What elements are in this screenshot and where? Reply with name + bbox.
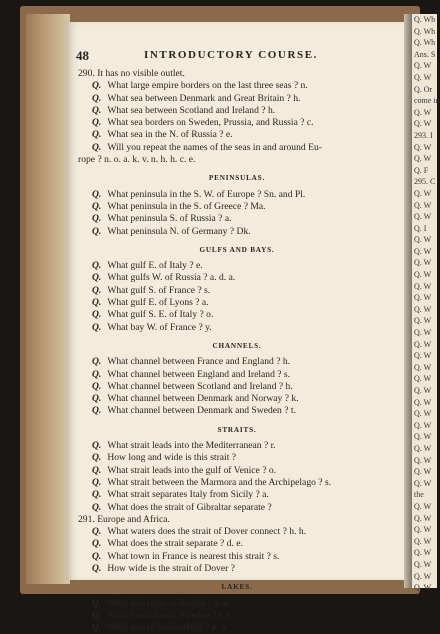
- question-line: [78, 226, 396, 238]
- facing-page-fragment: Q. Wh: [414, 15, 436, 24]
- facing-page-fragment: Q. Wh: [414, 38, 436, 48]
- facing-page-fragment: Q. W: [414, 443, 432, 453]
- text-line: [78, 68, 396, 80]
- line-text: What strait leads into the Mediterranean ? r.: [107, 440, 276, 452]
- question-marker: Q.: [92, 526, 102, 538]
- facing-page-fragment: Q. W: [414, 397, 432, 407]
- question-line: [78, 622, 396, 634]
- line-text: Will you repeat the names of the seas in and around Eu-: [107, 141, 322, 153]
- line-text: What does the strait separate ? d. e.: [107, 538, 243, 550]
- question-line: [78, 129, 396, 141]
- facing-page-fragment: Q. W: [414, 154, 432, 164]
- facing-page-fragment: Q. W: [414, 478, 432, 488]
- facing-page-fragment: Ans. S: [414, 49, 436, 59]
- question-line: [78, 610, 396, 622]
- facing-page-fragment: Q. W: [414, 72, 432, 82]
- question-line: [78, 538, 396, 550]
- line-text: What gulf E. of Lyons ? a.: [107, 297, 209, 309]
- section-heading: CHANNELS.: [212, 341, 262, 350]
- book-gutter: [404, 14, 412, 588]
- line-text: What two in Switzerland ? e. a.: [107, 622, 228, 634]
- line-text: What gulf E. of Italy ? e.: [107, 260, 203, 272]
- line-text: What channel between Scotland and Ireland ? h.: [107, 380, 293, 392]
- question-line: [78, 526, 396, 538]
- question-line: [78, 489, 396, 501]
- line-text: What peninsula in the S. W. of Europe ? Sn. and Pl.: [107, 188, 306, 200]
- question-line: [78, 465, 396, 477]
- question-line: [78, 201, 396, 213]
- question-marker: Q.: [92, 117, 102, 129]
- question-marker: Q.: [92, 284, 102, 296]
- question-line: [78, 322, 396, 334]
- line-text: What large empire borders on the last three seas ? n.: [107, 80, 308, 92]
- facing-page-fragment: Q. W: [414, 281, 432, 291]
- facing-page-fragment: Q. W: [414, 374, 432, 384]
- question-marker: Q.: [92, 393, 102, 405]
- question-marker: Q.: [92, 609, 102, 621]
- facing-page-fragment: Q. W: [414, 328, 432, 338]
- question-marker: Q.: [92, 405, 102, 417]
- facing-page-fragment: Q. W: [414, 386, 432, 395]
- question-marker: Q.: [92, 260, 102, 272]
- facing-page-fragment: Q. W: [414, 420, 432, 430]
- line-text: What two lakes in Russia ? a. a.: [107, 597, 230, 609]
- facing-page-fragment: Q. Or: [414, 84, 433, 94]
- line-text: What channel between Denmark and Norway ? k.: [107, 393, 299, 405]
- facing-page-fragment: Q. W: [414, 467, 432, 477]
- facing-page-fragment: Q. W: [414, 536, 432, 546]
- question-line: [78, 551, 396, 563]
- section-heading: PENINSULAS.: [208, 174, 266, 183]
- facing-page-fragment: Q. W: [414, 270, 432, 280]
- line-text: What strait between the Marmora and the Archipelago ? s.: [107, 476, 332, 488]
- facing-page-fragment: Q. W: [414, 548, 432, 558]
- question-marker: Q.: [92, 104, 102, 116]
- question-line: [78, 117, 396, 129]
- section-heading: STRAITS.: [217, 425, 257, 434]
- question-marker: Q.: [92, 368, 102, 380]
- facing-page-fragment: Q. W: [414, 583, 432, 593]
- question-marker: Q.: [92, 501, 102, 513]
- question-line: [78, 452, 396, 464]
- question-line: [78, 563, 396, 575]
- text-line: [78, 514, 396, 526]
- facing-page-fragment: Q. W: [414, 351, 432, 361]
- facing-page-fragment: Q. W: [414, 235, 432, 245]
- question-marker: Q.: [92, 476, 102, 488]
- question-marker: Q.: [92, 141, 102, 153]
- question-marker: Q.: [92, 562, 102, 574]
- facing-page-fragment: Q. W: [414, 246, 432, 256]
- facing-page-fragment: 293. I: [414, 130, 433, 140]
- question-marker: Q.: [92, 213, 102, 225]
- line-text: What two lakes in Sweden ? r. r.: [107, 609, 232, 621]
- line-text: What gulf S. E. of Italy ? o.: [107, 309, 214, 321]
- question-line: [78, 309, 396, 321]
- question-line: [78, 80, 396, 92]
- question-marker: Q.: [92, 309, 102, 321]
- facing-page-fragment: 295. C: [414, 177, 436, 187]
- line-text: What town in France is nearest this strait ? s.: [107, 550, 280, 562]
- facing-page-fragment: come in: [414, 96, 440, 106]
- line-text: What sea between Denmark and Great Britain ? h.: [107, 92, 301, 104]
- question-line: [78, 477, 396, 489]
- facing-page-fragment: Q. W: [414, 316, 432, 326]
- question-line: [78, 105, 396, 117]
- line-text: What gulfs W. of Russia ? a. d. a.: [107, 272, 236, 284]
- question-line: [78, 272, 396, 284]
- question-marker: Q.: [92, 380, 102, 392]
- question-marker: Q.: [92, 225, 102, 237]
- running-head: [76, 48, 394, 64]
- running-head-title: INTRODUCTORY COURSE.: [144, 49, 319, 61]
- facing-page-fragment: Q. W: [414, 513, 432, 523]
- line-text: 291. Europe and Africa.: [78, 513, 170, 525]
- line-text: What channel between France and England ? h.: [107, 356, 291, 368]
- line-text: How wide is the strait of Dover ?: [107, 562, 235, 574]
- line-text: What strait leads into the gulf of Venice ? o.: [107, 464, 277, 476]
- line-text: What sea in the N. of Russia ? e.: [107, 129, 233, 141]
- question-marker: Q.: [92, 550, 102, 562]
- question-line: [78, 285, 396, 297]
- section-heading: GULFS AND BAYS.: [199, 245, 275, 254]
- facing-page-fragment: Q. I: [414, 223, 427, 233]
- question-line: [78, 502, 396, 514]
- question-marker: Q.: [92, 129, 102, 141]
- facing-page-fragment: Q. F: [414, 165, 429, 175]
- question-marker: Q.: [92, 188, 102, 200]
- question-marker: Q.: [92, 200, 102, 212]
- facing-page-fragment: the: [414, 490, 424, 500]
- line-text: What bay W. of France ? y.: [107, 321, 212, 333]
- facing-page-fragment: Q. W: [414, 200, 432, 210]
- facing-page-fragment: Q. W: [414, 293, 432, 303]
- question-line: [78, 297, 396, 309]
- facing-page-fragment: Q. W: [414, 559, 432, 569]
- text-line: [78, 154, 396, 166]
- facing-page-fragment: Q. W: [414, 571, 432, 581]
- question-marker: Q.: [92, 80, 102, 92]
- facing-page-fragment: Q. W: [414, 455, 432, 465]
- page-body: [78, 68, 396, 634]
- question-line: [78, 393, 396, 405]
- line-text: What gulf S. of France ? s.: [107, 284, 211, 296]
- facing-page-fragment: Q. W: [414, 304, 432, 314]
- line-text: What strait separates Italy from Sicily ? a.: [107, 489, 269, 501]
- facing-page-fragment: Q. W: [414, 501, 432, 511]
- question-marker: Q.: [92, 597, 102, 609]
- question-line: [78, 356, 396, 368]
- section-heading: LAKES.: [221, 583, 253, 592]
- facing-page-fragment: Q. W: [414, 212, 432, 222]
- question-line: [78, 260, 396, 272]
- question-marker: Q.: [92, 440, 102, 452]
- facing-page-fragment: Q. W: [414, 188, 432, 198]
- facing-page-fragment: Q. W: [414, 142, 432, 152]
- question-marker: Q.: [92, 538, 102, 550]
- question-line: [78, 405, 396, 417]
- line-text: What waters does the strait of Dover connect ? h. h.: [107, 526, 307, 538]
- line-text: What peninsula N. of Germany ? Dk.: [107, 225, 251, 237]
- question-line: [78, 381, 396, 393]
- line-text: What sea borders on Sweden, Prussia, and Russia ? c.: [107, 117, 314, 129]
- question-marker: Q.: [92, 452, 102, 464]
- question-line: [78, 93, 396, 105]
- line-text: What does the strait of Gibraltar separate ?: [107, 501, 272, 513]
- question-marker: Q.: [92, 464, 102, 476]
- question-line: [78, 142, 396, 154]
- facing-page-fragment: Q. W: [414, 339, 432, 349]
- question-marker: Q.: [92, 622, 102, 634]
- question-marker: Q.: [92, 297, 102, 309]
- page-number: 48: [76, 48, 89, 63]
- facing-page-fragment: Q. W: [414, 119, 432, 129]
- facing-page-fragment: Q. W: [414, 258, 432, 268]
- line-text: What sea between Scotland and Ireland ? h.: [107, 104, 276, 116]
- question-line: [78, 598, 396, 610]
- line-text: What peninsula in the S. of Greece ? Ma.: [107, 200, 266, 212]
- line-text: What channel between Denmark and Sweden ? t.: [107, 405, 296, 417]
- question-line: [78, 189, 396, 201]
- question-marker: Q.: [92, 356, 102, 368]
- line-text: rope ? n. o. a. k. v. n. h. h. c. e.: [78, 154, 196, 166]
- question-marker: Q.: [92, 92, 102, 104]
- line-text: How long and wide is this strait ?: [107, 452, 237, 464]
- facing-page-fragment: Q. W: [414, 409, 432, 419]
- question-line: [78, 369, 396, 381]
- facing-page-fragment: Q. W: [414, 362, 432, 372]
- line-text: 290. It has no visible outlet.: [78, 68, 185, 79]
- facing-page-fragment: Q. W: [414, 432, 432, 442]
- facing-page-fragment: Q. W: [414, 107, 432, 117]
- page-stack-edge: [26, 14, 70, 584]
- facing-page-fragment: Q. W: [414, 525, 432, 535]
- facing-page-edge: [412, 14, 440, 593]
- question-marker: Q.: [92, 272, 102, 284]
- facing-page-fragment: Q. Wh: [414, 26, 436, 36]
- facing-page-fragment: Q. W: [414, 61, 432, 71]
- question-marker: Q.: [92, 489, 102, 501]
- question-line: [78, 213, 396, 225]
- line-text: What peninsula S. of Russia ? a.: [107, 213, 232, 225]
- line-text: What channel between England and Ireland ? s.: [107, 368, 291, 380]
- book-page: [66, 22, 404, 634]
- question-line: [78, 440, 396, 452]
- question-marker: Q.: [92, 321, 102, 333]
